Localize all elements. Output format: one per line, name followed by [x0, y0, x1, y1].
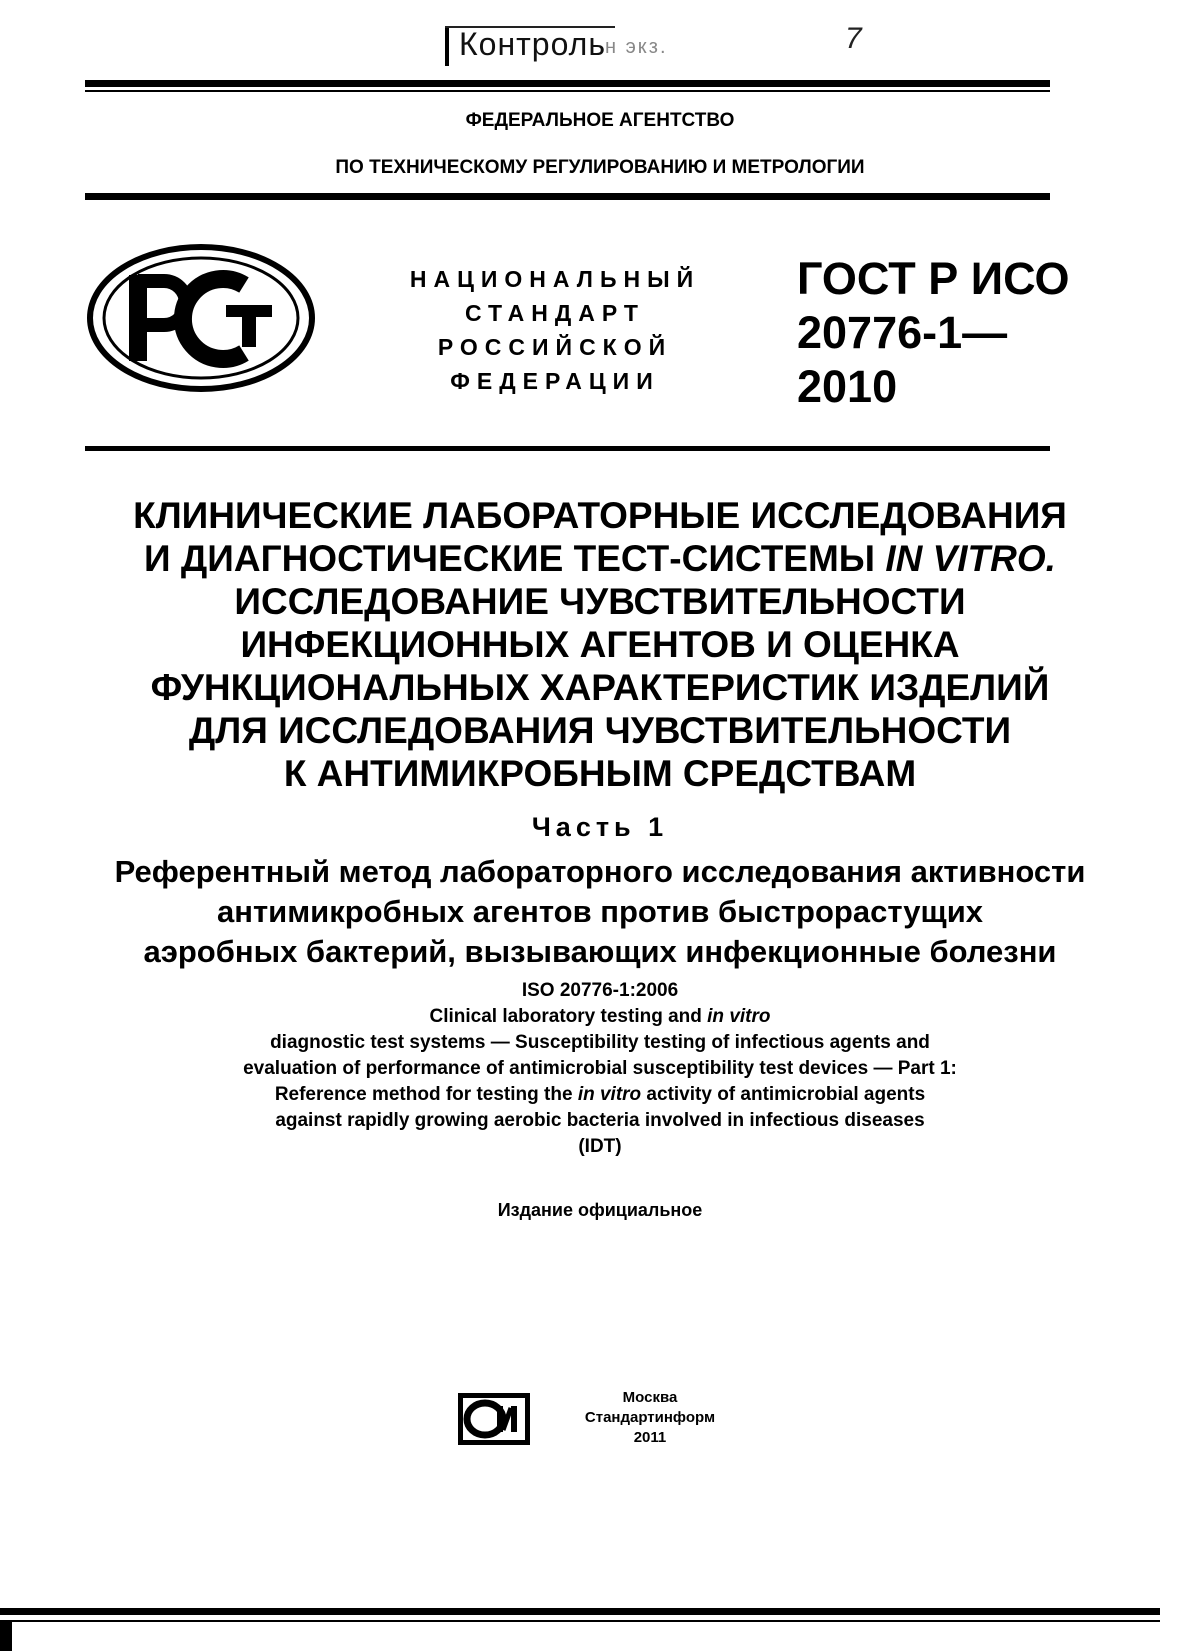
subtitle-line-2: антимикробных агентов против быстрорастущих — [217, 894, 983, 929]
agency-line-1: ФЕДЕРАЛЬНОЕ АГЕНТСТВО — [465, 110, 735, 131]
document-subtitle — [60, 852, 1140, 972]
national-line-4: ФЕДЕРАЦИИ — [450, 368, 660, 394]
publisher-year: 2011 — [633, 1429, 667, 1446]
publisher-city: Москва — [622, 1389, 678, 1406]
iso-number: ISO 20776-1:2006 — [521, 980, 679, 1001]
top-rule — [85, 80, 1050, 87]
sti-logo-icon — [457, 1392, 531, 1446]
header-bottom-rule — [85, 446, 1050, 451]
title-line-4: ИНФЕКЦИОННЫХ АГЕНТОВ И ОЦЕНКА — [240, 624, 960, 665]
designation-line-3: 2010 — [797, 361, 898, 412]
title-line-2 — [60, 537, 1140, 580]
iso-line-5-c: activity of antimicrobial agents — [641, 1084, 926, 1105]
iso-line-6: against rapidly growing aerobic bacteria involved in infectious diseases — [275, 1110, 925, 1131]
stamp-faint-text: н экз. — [605, 36, 668, 58]
stamp-text: Контроль — [459, 26, 606, 62]
iso-line-2-italic: in vitro — [707, 1006, 771, 1027]
subtitle-line-3: аэробных бактерий, вызывающих инфекционные болезни — [143, 934, 1057, 969]
agency-line-2: ПО ТЕХНИЧЕСКОМУ РЕГУЛИРОВАНИЮ И МЕТРОЛОГИИ — [335, 157, 865, 178]
agency-rule — [85, 193, 1050, 200]
iso-line-2 — [100, 1004, 1100, 1030]
designation-line-1: ГОСТ Р ИСО — [797, 253, 1070, 304]
iso-line-3: diagnostic test systems — Susceptibility testing of infectious agents and — [270, 1032, 930, 1053]
publisher-block — [540, 1388, 760, 1448]
publisher-name: Стандартинформ — [584, 1409, 716, 1426]
title-line-5: ФУНКЦИОНАЛЬНЫХ ХАРАКТЕРИСТИК ИЗДЕЛИЙ — [150, 667, 1050, 708]
title-in-vitro: IN VITRO. — [885, 538, 1056, 579]
subtitle-line-1: Референтный метод лабораторного исследования активности — [114, 854, 1086, 889]
national-line-3: РОССИЙСКОЙ — [437, 334, 673, 360]
stamp-handwritten-mark: 7 — [845, 22, 863, 55]
part-label: Часть 1 — [531, 812, 669, 842]
rst-logo-icon — [86, 243, 316, 393]
stamp-bracket — [445, 26, 449, 66]
document-title — [60, 494, 1140, 795]
national-standard-block — [385, 262, 725, 398]
top-rule-thin — [85, 90, 1050, 92]
national-line-1: НАЦИОНАЛЬНЫЙ — [409, 266, 701, 292]
title-line-1: КЛИНИЧЕСКИЕ ЛАБОРАТОРНЫЕ ИССЛЕДОВАНИЯ — [133, 495, 1067, 536]
iso-line-5-italic: in vitro — [577, 1084, 642, 1105]
title-line-2-text: И ДИАГНОСТИЧЕСКИЕ ТЕСТ-СИСТЕМЫ — [144, 538, 886, 579]
iso-reference — [100, 978, 1100, 1160]
iso-line-5-a: Reference method for testing the — [274, 1084, 578, 1105]
bottom-border-thin — [0, 1620, 1160, 1622]
designation-line-2: 20776-1— — [797, 307, 1008, 358]
iso-line-7: (IDT) — [578, 1136, 622, 1157]
title-line-6: ДЛЯ ИССЛЕДОВАНИЯ ЧУВСТВИТЕЛЬНОСТИ — [188, 710, 1012, 751]
national-line-2: СТАНДАРТ — [465, 300, 645, 326]
iso-line-5 — [100, 1082, 1100, 1108]
iso-line-4: evaluation of performance of antimicrobial susceptibility test devices — Part 1: — [243, 1058, 957, 1079]
title-line-7: К АНТИМИКРОБНЫМ СРЕДСТВАМ — [283, 753, 917, 794]
left-border-mark — [0, 1620, 12, 1651]
edition-label: Издание официальное — [497, 1200, 703, 1220]
iso-line-2-text: Clinical laboratory testing and — [429, 1006, 708, 1027]
standard-designation — [797, 252, 1127, 414]
bottom-border-thick — [0, 1608, 1160, 1615]
title-line-3: ИССЛЕДОВАНИЕ ЧУВСТВИТЕЛЬНОСТИ — [234, 581, 966, 622]
control-stamp — [445, 22, 863, 72]
